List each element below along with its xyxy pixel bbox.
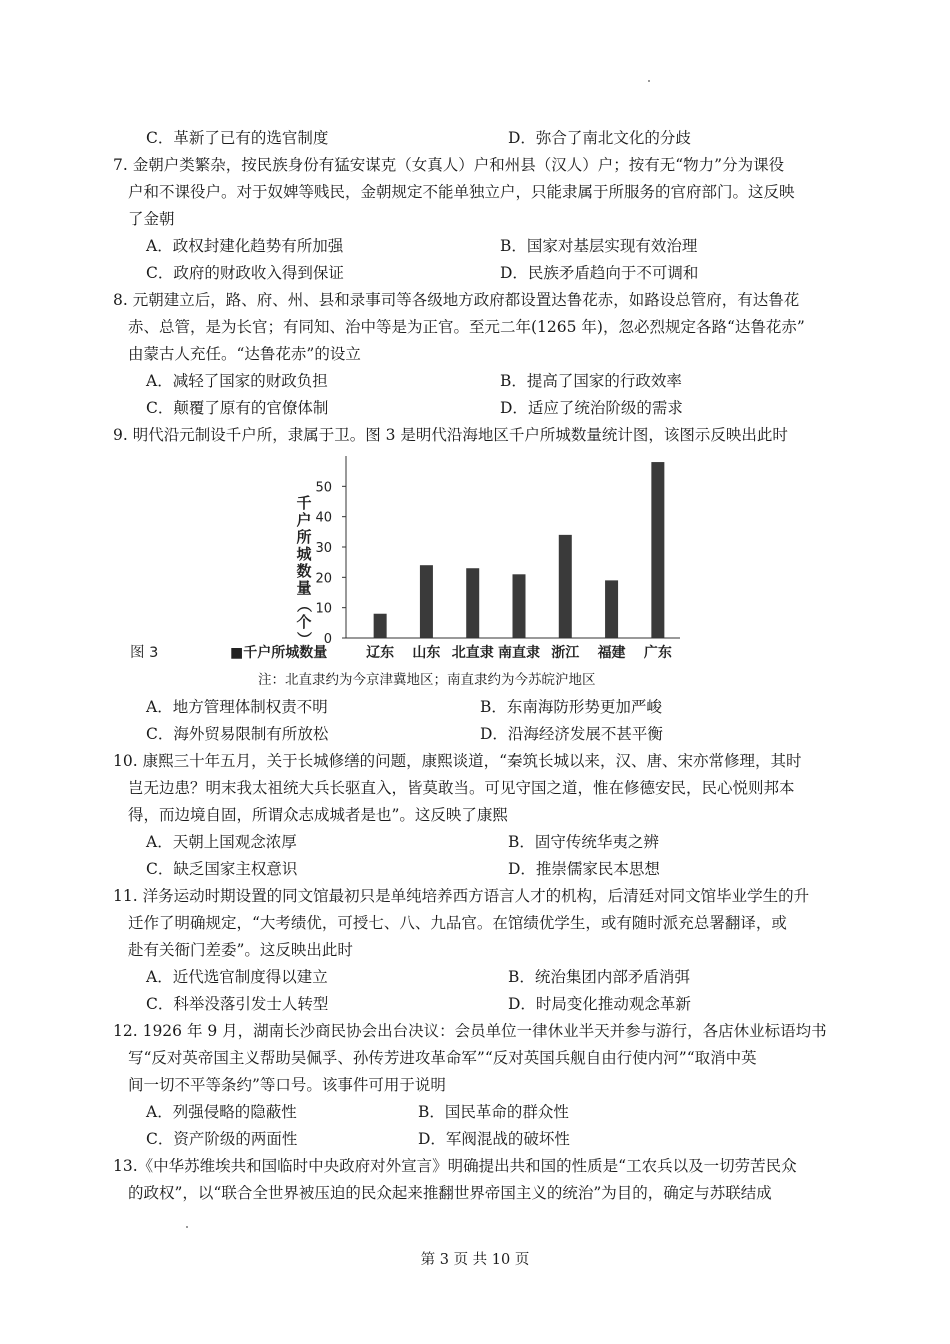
y-axis-label-char: 量	[296, 579, 312, 597]
question-12-line-3: 间一切不平等条约”等口号。该事件可用于说明	[128, 1076, 446, 1094]
x-tick-label: 山东	[412, 645, 441, 661]
q10-option-c: C．缺乏国家主权意识	[146, 860, 298, 878]
x-tick-label: 南直隶	[498, 645, 540, 661]
y-axis-label-char: ）	[295, 631, 313, 647]
question-7-line-1: 7. 金朝户类繁杂，按民族身份有猛安谋克（女真人）户和州县（汉人）户；按有无“物力”分为课役	[113, 156, 785, 174]
x-tick-label: 广东	[643, 645, 672, 661]
q9-option-a: A．地方管理体制权责不明	[146, 698, 328, 716]
bar-1	[374, 614, 387, 638]
bar-6	[605, 580, 618, 638]
question-12-line-2: 写“反对英帝国主义帮助吴佩孚、孙传芳进攻革命军”“反对英国兵舰自由行使内河”“取消中英	[128, 1049, 757, 1067]
figure-label: 图 3	[130, 645, 159, 661]
question-10-line-1: 10. 康熙三十年五月，关于长城修缮的问题，康熙谈道，“秦筑长城以来，汉、唐、宋亦常修理，其时	[113, 752, 802, 770]
q8-option-b: B．提高了国家的行政效率	[500, 372, 682, 390]
question-8-line-3: 由蒙古人充任。“达鲁花赤”的设立	[128, 345, 361, 363]
y-axis-label-char: 户	[296, 511, 312, 529]
q8-option-a: A．减轻了国家的财政负担	[146, 372, 328, 390]
bar-3	[466, 568, 479, 638]
page-footer: 第 3 页 共 10 页	[420, 1252, 530, 1268]
y-axis-label-char: （	[295, 597, 313, 613]
question-7-line-3: 了金朝	[128, 210, 175, 228]
q7-option-d: D．民族矛盾趋向于不可调和	[500, 264, 699, 282]
q11-option-c: C．科举没落引发士人转型	[146, 995, 329, 1013]
y-axis-label-char: 所	[296, 528, 312, 546]
x-tick-label: 浙江	[551, 645, 580, 661]
chart-legend: ■千户所城数量	[230, 645, 328, 661]
question-10-line-3: 得，而边境自固，所谓众志成城者是也”。这反映了康熙	[128, 806, 508, 824]
q11-option-a: A．近代选官制度得以建立	[146, 968, 328, 986]
bar-7	[651, 462, 664, 638]
question-7-line-2: 户和不课役户。对于奴婢等贱民，金朝规定不能单独立户，只能隶属于所服务的官府部门。这反映	[128, 183, 795, 201]
question-10-line-2: 岂无边患？明末我太祖统大兵长驱直入，皆莫敢当。可见守国之道，惟在修德安民，民心悦则邦本	[128, 779, 795, 797]
q12-option-c: C．资产阶级的两面性	[146, 1130, 298, 1148]
bar-4	[513, 574, 526, 638]
q12-option-b: B．国民革命的群众性	[418, 1103, 569, 1121]
y-tick-label: 0	[323, 632, 332, 647]
y-tick-label: 30	[315, 541, 332, 556]
x-tick-label: 辽东	[366, 645, 395, 661]
y-tick-label: 50	[315, 480, 332, 496]
q11-option-b: B．统治集团内部矛盾消弭	[508, 968, 690, 986]
y-tick-label: 20	[315, 571, 332, 587]
scan-speck	[648, 80, 650, 82]
q7-option-c: C．政府的财政收入得到保证	[146, 264, 344, 282]
y-axis-label-char: 数	[296, 562, 312, 580]
y-axis-label-char: 个	[296, 613, 312, 631]
question-11-line-2: 迁作了明确规定，“大考绩优，可授七、八、九品官。在馆绩优学生，或有随时派充总署翻译，或	[128, 914, 787, 932]
question-12-line-1: 12. 1926 年 9 月，湖南长沙商民协会出台决议：会员单位一律休业半天并参与游行，各店休业标语均书	[113, 1022, 827, 1040]
q12-option-d: D．军阀混战的破坏性	[418, 1130, 570, 1148]
question-8-line-2: 赤、总管，是为长官；有同知、治中等是为正官。至元二年(1265 年)，忽必烈规定各路“达鲁花赤”	[128, 318, 805, 336]
q9-option-c: C．海外贸易限制有所放松	[146, 725, 329, 743]
q12-option-a: A．列强侵略的隐蔽性	[146, 1103, 297, 1121]
chart-note: 注：北直隶约为今京津冀地区；南直隶约为今苏皖沪地区	[258, 672, 596, 688]
q9-option-b: B．东南海防形势更加严峻	[480, 698, 662, 716]
bar-5	[559, 535, 572, 638]
y-tick-label: 40	[315, 510, 332, 526]
question-8-line-1: 8. 元朝建立后，路、府、州、县和录事司等各级地方政府都设置达鲁花赤，如路设总管府，有达鲁花	[113, 291, 800, 309]
q7-option-a: A．政权封建化趋势有所加强	[146, 237, 344, 255]
option-c: C．革新了已有的选官制度	[146, 129, 329, 147]
q8-option-d: D．适应了统治阶级的需求	[500, 399, 683, 417]
scan-speck	[186, 1226, 188, 1228]
bar-chart	[120, 452, 740, 692]
option-d: D．弥合了南北文化的分歧	[508, 129, 691, 147]
q10-option-b: B．固守传统华夷之辨	[508, 833, 659, 851]
y-tick-label: 10	[315, 601, 332, 617]
q7-option-b: B．国家对基层实现有效治理	[500, 237, 698, 255]
bar-chart-figure-3	[120, 452, 740, 692]
question-11-line-1: 11. 洋务运动时期设置的同文馆最初只是单纯培养西方语言人才的机构，后清廷对同文馆毕业学生的升	[113, 887, 810, 905]
x-tick-label: 福建	[597, 645, 626, 661]
y-axis-label	[295, 494, 313, 647]
question-13-line-1: 13.《中华苏维埃共和国临时中央政府对外宣言》明确提出共和国的性质是“工农兵以及一切劳苦民众	[113, 1157, 797, 1175]
q10-option-d: D．推崇儒家民本思想	[508, 860, 660, 878]
question-11-line-3: 赴有关衙门差委”。这反映出此时	[128, 941, 353, 959]
q8-option-c: C．颠覆了原有的官僚体制	[146, 399, 329, 417]
bar-2	[420, 565, 433, 638]
y-axis-label-char: 城	[296, 545, 312, 563]
q10-option-a: A．天朝上国观念浓厚	[146, 833, 297, 851]
q9-option-d: D．沿海经济发展不甚平衡	[480, 725, 663, 743]
x-tick-label: 北直隶	[451, 645, 494, 661]
q11-option-d: D．时局变化推动观念革新	[508, 995, 691, 1013]
question-9-line-1: 9. 明代沿元制设千户所，隶属于卫。图 3 是明代沿海地区千户所城数量统计图，该图示反映出此时	[113, 426, 788, 444]
y-axis-label-char: 千	[296, 494, 312, 512]
question-13-line-2: 的政权”，以“联合全世界被压迫的民众起来推翻世界帝国主义的统治”为目的，确定与苏联结成	[128, 1184, 772, 1202]
